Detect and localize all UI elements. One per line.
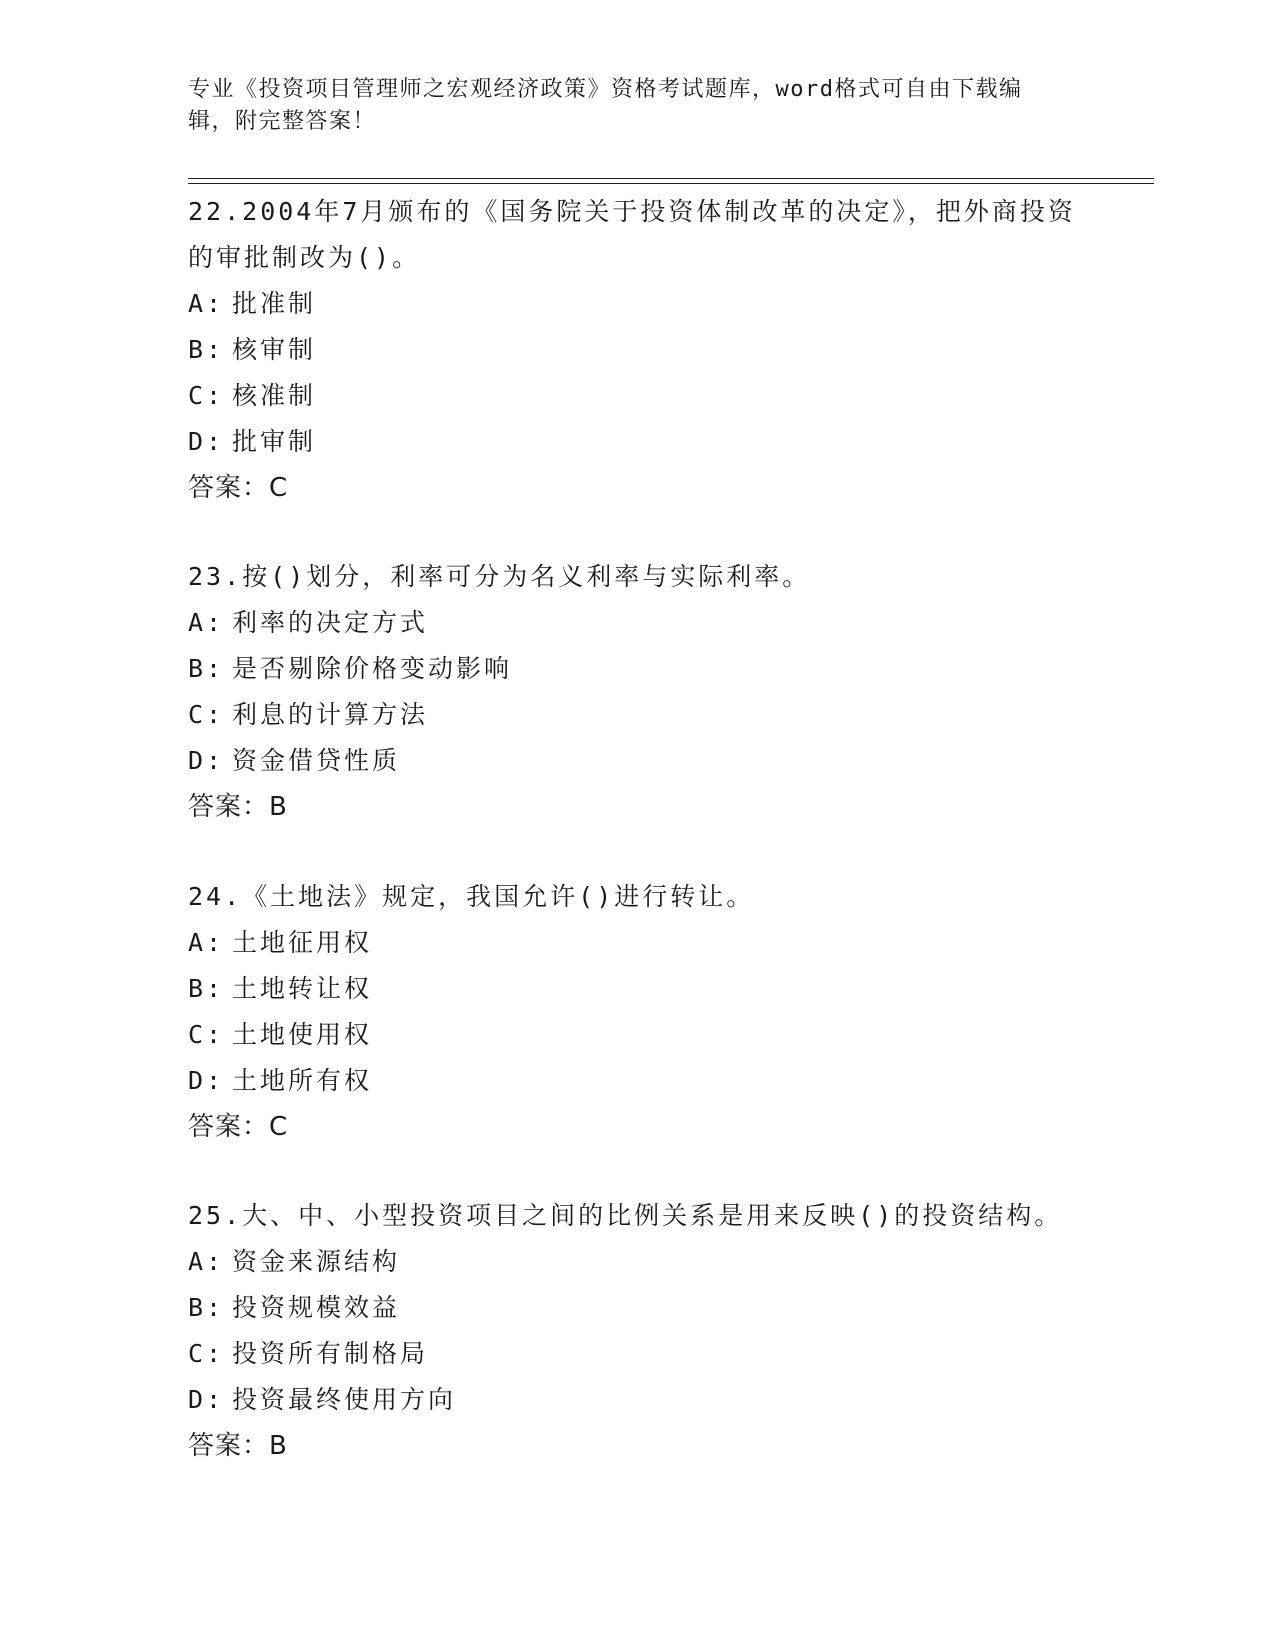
question-stem: 25.大、中、小型投资项目之间的比例关系是用来反映()的投资结构。	[188, 1201, 1063, 1230]
option-key: A:	[188, 289, 225, 318]
option-key: C:	[188, 381, 225, 410]
option-text: 土地转让权	[232, 974, 373, 1003]
option-d	[188, 1058, 1088, 1104]
option-text: 利率的决定方式	[232, 608, 429, 637]
header-divider-top	[188, 178, 1154, 179]
option-text: 投资规模效益	[232, 1293, 401, 1322]
option-a	[188, 920, 1088, 966]
option-text: 利息的计算方法	[232, 700, 429, 729]
answer-line: 答案：B	[188, 1431, 288, 1461]
option-d	[188, 738, 1088, 784]
option-key: C:	[188, 1339, 225, 1368]
option-key: A:	[188, 608, 225, 637]
option-b	[188, 646, 1088, 692]
option-key: C:	[188, 1020, 225, 1049]
question-stem: 24.《土地法》规定，我国允许()进行转让。	[188, 882, 755, 911]
option-key: A:	[188, 1247, 225, 1276]
option-b	[188, 1285, 1088, 1331]
option-text: 土地所有权	[232, 1066, 373, 1095]
answer-line: 答案：C	[188, 1112, 289, 1142]
option-b	[188, 966, 1088, 1012]
option-key: D:	[188, 746, 225, 775]
option-key: A:	[188, 928, 225, 957]
option-a	[188, 281, 1088, 327]
option-c	[188, 692, 1088, 738]
question-stem: 23.按()划分，利率可分为名义利率与实际利率。	[188, 562, 811, 591]
option-key: B:	[188, 1293, 225, 1322]
option-c	[188, 1012, 1088, 1058]
option-text: 土地征用权	[232, 928, 373, 957]
question-25	[188, 1193, 1088, 1469]
option-c	[188, 1331, 1088, 1377]
option-text: 批准制	[232, 289, 317, 318]
option-key: B:	[188, 974, 225, 1003]
option-key: D:	[188, 1385, 225, 1414]
option-d	[188, 419, 1088, 465]
question-22	[188, 189, 1088, 511]
document-header: 专业《投资项目管理师之宏观经济政策》资格考试题库，word格式可自由下载编辑，附完整答案！	[188, 77, 1023, 134]
question-23	[188, 554, 1088, 830]
question-24	[188, 874, 1088, 1150]
answer-line: 答案：B	[188, 792, 288, 822]
option-text: 核审制	[232, 335, 317, 364]
option-key: D:	[188, 1066, 225, 1095]
question-stem: 22.2004年7月颁布的《国务院关于投资体制改革的决定》，把外商投资的审批制改为()。	[188, 197, 1076, 272]
option-text: 是否剔除价格变动影响	[232, 654, 513, 683]
option-d	[188, 1377, 1088, 1423]
option-a	[188, 1239, 1088, 1285]
option-key: B:	[188, 335, 225, 364]
option-key: D:	[188, 427, 225, 456]
option-text: 投资最终使用方向	[232, 1385, 457, 1414]
option-a	[188, 600, 1088, 646]
option-text: 资金借贷性质	[232, 746, 401, 775]
option-c	[188, 373, 1088, 419]
option-key: C:	[188, 700, 225, 729]
option-text: 资金来源结构	[232, 1247, 401, 1276]
answer-line: 答案：C	[188, 473, 289, 503]
option-text: 核准制	[232, 381, 317, 410]
option-text: 批审制	[232, 427, 317, 456]
header-divider-bottom	[188, 183, 1154, 184]
option-text: 投资所有制格局	[232, 1339, 429, 1368]
option-b	[188, 327, 1088, 373]
option-text: 土地使用权	[232, 1020, 373, 1049]
option-key: B:	[188, 654, 225, 683]
